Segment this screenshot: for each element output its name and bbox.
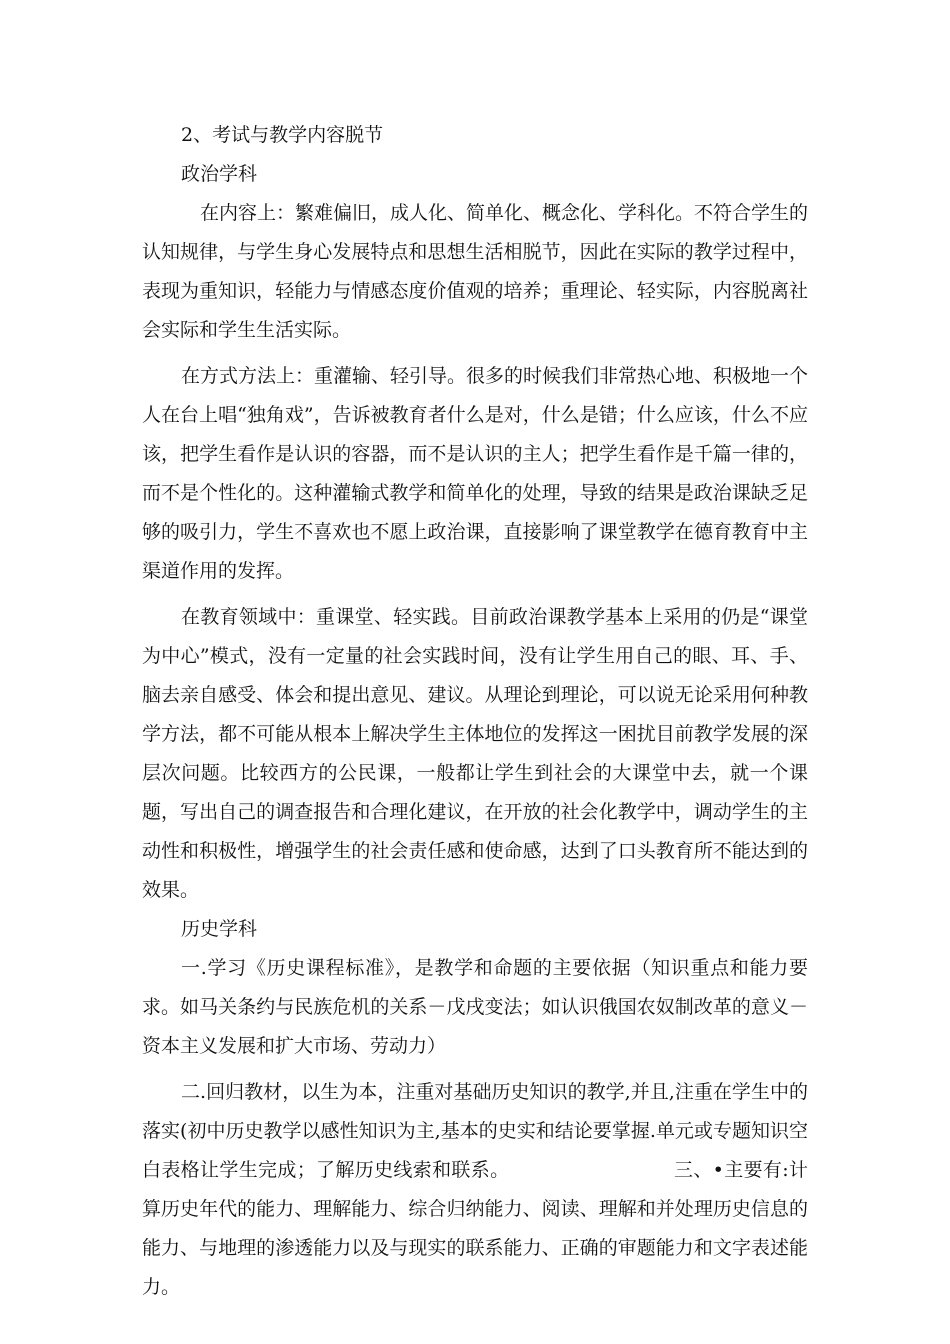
section-title: 2、考试与教学内容脱节 (181, 124, 384, 146)
history-paragraph-textbook: 二.回归教材，以生为本，注重对基础历史知识的教学,并且,注重在学生中的落实(初中历史教学以感性知识为主,基本的史实和结论要掌握.单元或专题知识空白表格让学生完成；了解历史线索和联系。 三、•主要有:计算历史年代的能力、理解能力、综合归纳能力、阅读、理解和并处理历史信息的能力、与地理的渗透能力以及与现实的联系能力、正确的审题能力和文字表述能力。 (142, 1081, 808, 1298)
politics-heading: 政治学科 (181, 163, 258, 185)
history-heading: 历史学科 (181, 918, 258, 940)
politics-paragraph-field: 在教育领域中：重课堂、轻实践。目前政治课教学基本上采用的仍是“课堂为中心”模式，没有一定量的社会实践时间，没有让学生用自己的眼、耳、手、脑去亲自感受、体会和提出意见、建议。从理论到理论，可以说无论采用何种教学方法，都不可能从根本上解决学生主体地位的发挥这一困扰目前教学发展的深层次问题。比较西方的公民课，一般都让学生到社会的大课堂中去，就一个课题，写出自己的调查报告和合理化建议，在开放的社会化教学中，调动学生的主动性和积极性，增强学生的社会责任感和使命感，达到了口头教育所不能达到的效果。 (142, 606, 808, 901)
politics-paragraph-content: 在内容上：繁难偏旧，成人化、简单化、概念化、学科化。不符合学生的认知规律，与学生身心发展特点和思想生活相脱节，因此在实际的教学过程中，表现为重知识，轻能力与情感态度价值观的培养；重理论、轻实际，内容脱离社会实际和学生生活实际。 (142, 202, 809, 341)
history-paragraph-standard: 一.学习《历史课程标准》，是教学和命题的主要依据（知识重点和能力要求。如马关条约与民族危机的关系－戊戌变法；如认识俄国农奴制改革的意义－资本主义发展和扩大市场、劳动力） (142, 957, 808, 1057)
politics-paragraph-method: 在方式方法上：重灌输、轻引导。很多的时候我们非常热心地、积极地一个人在台上唱“独角戏”，告诉被教育者什么是对，什么是错；什么应该，什么不应该，把学生看作是认识的容器，而不是认识的主人；把学生看作是千篇一律的，而不是个性化的。这种灌输式教学和简单化的处理，导致的结果是政治课缺乏足够的吸引力，学生不喜欢也不愿上政治课，直接影响了课堂教学在德育教育中主渠道作用的发挥。 (142, 365, 809, 582)
